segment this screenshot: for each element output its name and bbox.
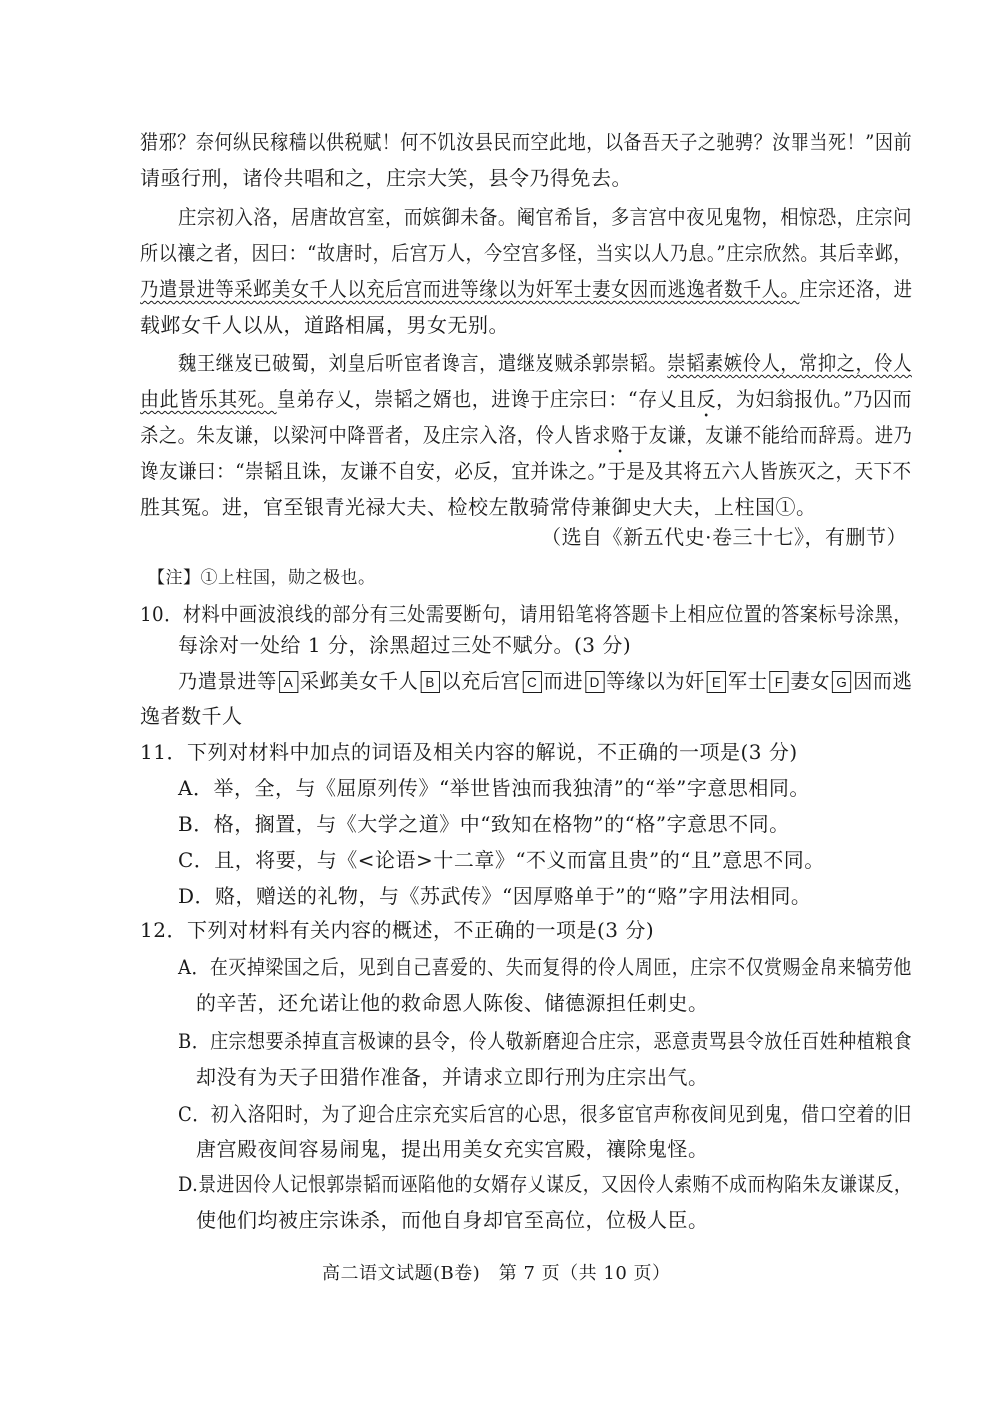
option-a[interactable]: A．在灭掉梁国之后，见到自己喜爱的、失而复得的伶人周匝，庄宗不仅赏赐金帛来犒劳他 — [178, 955, 912, 979]
passage-line: 猎邪？奈何纵民稼穑以供税赋！何不饥汝县民而空此地，以备吾天子之驰骋？汝罪当死！”因前 — [140, 130, 913, 154]
break-option-box[interactable]: G — [832, 671, 851, 693]
question-11-stem: 11．下列对材料中加点的词语及相关内容的解说，不正确的一项是(3 分) — [140, 740, 798, 764]
break-option-box[interactable]: E — [707, 671, 726, 693]
option-c[interactable]: C．初入洛阳时，为了迎合庄宗充实后宫的心思，很多宦官声称夜间见到鬼，借口空着的旧 — [178, 1102, 912, 1126]
break-option-box[interactable]: D — [585, 671, 604, 693]
question-10-stem: 每涂对一处给 1 分，涂黑超过三处不赋分。(3 分) — [178, 633, 632, 657]
q10-segment: 因而逃 — [853, 669, 913, 693]
option-c[interactable]: C．且，将要，与《<论语>十二章》“不义而富且贵”的“且”意思不同。 — [178, 848, 825, 872]
break-option-box[interactable]: B — [420, 671, 439, 693]
passage-text: 皇弟存乂，崇韬之婿也，进谗于庄宗曰：“存乂且 — [276, 387, 697, 411]
passage-line — [178, 351, 912, 375]
q10-segment: 军士 — [727, 669, 768, 693]
passage-text: 于友谦，友谦不能给而辞焉。进乃 — [629, 423, 913, 447]
dotted-word: 赂 — [610, 423, 630, 447]
passage-line: 请亟行刑，诸伶共唱和之，庄宗大笑，县令乃得免去。 — [140, 166, 632, 190]
passage-line — [140, 423, 912, 458]
break-option-box[interactable]: C — [522, 671, 541, 693]
wavy-underlined-text: 由此皆乐其死。 — [140, 387, 277, 411]
q10-segment: 乃遣景进等 — [178, 669, 277, 693]
passage-text: 杀之。朱友谦，以梁河中降晋者，及庄宗入洛，伶人皆求 — [140, 423, 611, 447]
dotted-word: 反 — [696, 387, 717, 411]
q10-segment: 采邺美女千人 — [299, 669, 419, 693]
passage-line — [140, 387, 912, 422]
break-option-box[interactable]: F — [769, 671, 788, 693]
annotation-note: 【注】①上柱国，勋之极也。 — [148, 568, 376, 588]
q10-segment: 等缘以为奸 — [606, 669, 705, 693]
passage-text: ，为妇翁报仇。”乃囚而 — [716, 387, 913, 411]
q10-segment: 而进 — [543, 669, 583, 693]
question-10-stem: 10．材料中画波浪线的部分有三处需要断句，请用铅笔将答题卡上相应位置的答案标号涂黑， — [140, 602, 912, 626]
passage-line: 载邺女千人以从，道路相属，男女无别。 — [140, 313, 509, 337]
option-d[interactable]: D．赂，赠送的礼物，与《苏武传》“因厚赂单于”的“赂”字用法相同。 — [178, 884, 812, 908]
option-d[interactable]: D.景进因伶人记恨郭崇韬而诬陷他的女婿存乂谋反，又因伶人索贿不成而构陷朱友谦谋反， — [178, 1172, 913, 1196]
q10-sentence — [178, 669, 912, 693]
passage-text: 魏王继岌已破蜀，刘皇后听宦者谗言，遣继岌贼杀郭崇韬。 — [178, 351, 668, 375]
option-a[interactable]: A．举，全，与《屈原列传》“举世皆浊而我独清”的“举”字意思相同。 — [178, 776, 810, 800]
source-citation: （选自《新五代史·卷三十七》，有删节） — [541, 525, 907, 549]
passage-line: 所以禳之者，因曰：“故唐时，后宫万人，今空宫多怪，当实以人乃息。”庄宗欣然。其后幸邺， — [140, 241, 912, 265]
question-12-stem: 12．下列对材料有关内容的概述，不正确的一项是(3 分) — [140, 918, 655, 942]
passage-line — [140, 277, 912, 301]
passage-line: 谗友谦曰：“崇韬且诛，友谦不自安，必反，宜并诛之。”于是及其将五六人皆族灭之，天下不 — [140, 459, 912, 483]
option-b[interactable]: B．格，搁置，与《大学之道》中“致知在格物”的“格”字意思不同。 — [178, 812, 790, 836]
option-d-cont: 使他们均被庄宗诛杀，而他自身却官至高位，位极人臣。 — [196, 1208, 709, 1232]
option-a-cont: 的辛苦，还允诺让他的救命恩人陈俊、储德源担任刺史。 — [196, 991, 709, 1015]
q10-segment: 以充后宫 — [441, 669, 521, 693]
wavy-underlined-text: 乃遣景进等采邺美女千人以充后宫而进等缘以为奸军士妻女因而逃逸者数千人。 — [140, 277, 800, 301]
break-option-box[interactable]: A — [279, 671, 298, 693]
option-c-cont: 唐宫殿夜间容易闹鬼，提出用美女充实宫殿，禳除鬼怪。 — [196, 1137, 709, 1161]
option-b[interactable]: B．庄宗想要杀掉直言极谏的县令，伶人敬新磨迎合庄宗，恶意责骂县令放任百姓种植粮食 — [178, 1029, 913, 1053]
passage-text: 庄宗还洛，进 — [799, 277, 913, 301]
passage-line: 庄宗初入洛，居唐故宫室，而嫔御未备。阉官希旨，多言宫中夜见鬼物，相惊恐，庄宗问 — [178, 205, 912, 229]
q10-sentence-tail: 逸者数千人 — [140, 704, 243, 728]
wavy-underlined-text: 崇韬素嫉伶人，常抑之，伶人 — [667, 351, 912, 375]
passage-line: 胜其冤。进，官至银青光禄大夫、检校左散骑常侍兼御史大夫，上柱国①。 — [140, 495, 817, 519]
option-b-cont: 却没有为天子田猎作准备，并请求立即行刑为庄宗出气。 — [196, 1065, 709, 1089]
page-footer: 高二语文试题(B卷) 第 7 页（共 10 页） — [322, 1263, 671, 1284]
q10-segment: 妻女 — [790, 669, 830, 693]
